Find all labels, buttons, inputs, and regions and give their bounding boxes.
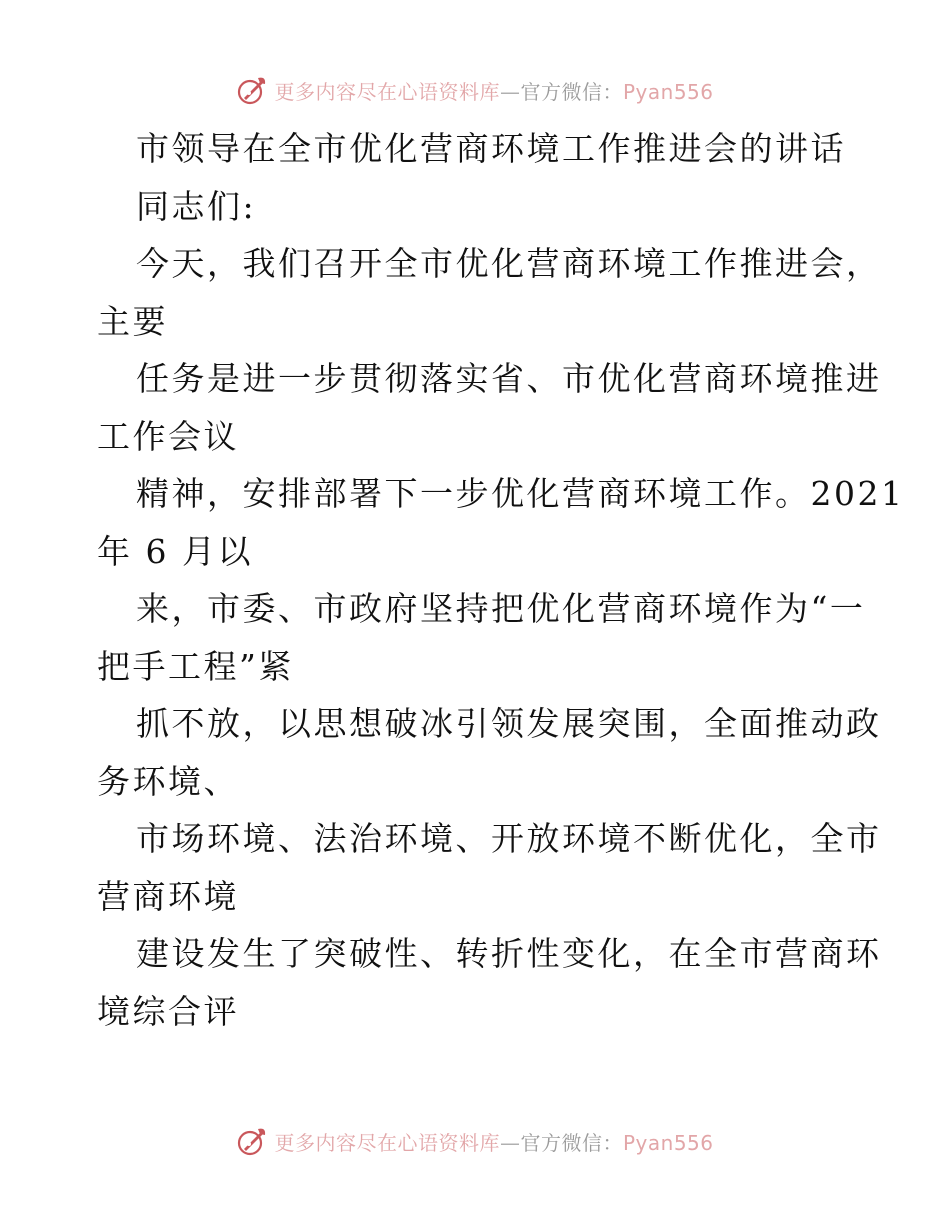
body-line: 境综合评 [97, 991, 239, 1031]
body-line: 务环境、 [97, 761, 239, 801]
body-line: 市场环境、法治环境、开放环境不断优化，全市 [136, 819, 882, 858]
body-line: 建设发生了突破性、转折性变化，在全市营商环 [136, 934, 882, 973]
watermark-wechat-id: Pyan556 [622, 79, 714, 104]
body-line: 把手工程”紧 [97, 646, 294, 686]
footer-watermark [0, 1121, 950, 1161]
document-title: 市领导在全市优化营商环境工作推进会的讲话 [136, 129, 846, 168]
watermark-site-name: 更多内容尽在心语资料库 [274, 79, 500, 104]
watermark-wechat-label: 官方微信： [520, 79, 623, 104]
watermark-dash: — [499, 79, 521, 104]
header-watermark [0, 70, 950, 110]
quill-pen-logo-icon [236, 1125, 268, 1157]
body-line: 工作会议 [97, 416, 239, 456]
watermark-text [274, 76, 713, 105]
body-line: 精神，安排部署下一步优化营商环境工作。2021 [136, 474, 905, 513]
document-salutation: 同志们: [136, 186, 257, 226]
body-line: 主要 [97, 301, 168, 341]
watermark-wechat-label: 官方微信： [520, 1130, 623, 1155]
body-line: 来，市委、市政府坚持把优化营商环境作为“一 [136, 589, 866, 628]
watermark-wechat-id: Pyan556 [622, 1130, 714, 1155]
document-body [97, 120, 905, 1040]
quill-pen-logo-icon [236, 74, 268, 106]
watermark-text [274, 1127, 713, 1156]
body-line: 年 6 月以 [97, 531, 253, 571]
body-line: 今天，我们召开全市优化营商环境工作推进会， [136, 244, 882, 283]
watermark-site-name: 更多内容尽在心语资料库 [274, 1130, 500, 1155]
body-line: 任务是进一步贯彻落实省、市优化营商环境推进 [136, 359, 882, 398]
watermark-dash: — [499, 1130, 521, 1155]
body-line: 营商环境 [97, 876, 239, 916]
body-line: 抓不放，以思想破冰引领发展突围，全面推动政 [136, 704, 882, 743]
